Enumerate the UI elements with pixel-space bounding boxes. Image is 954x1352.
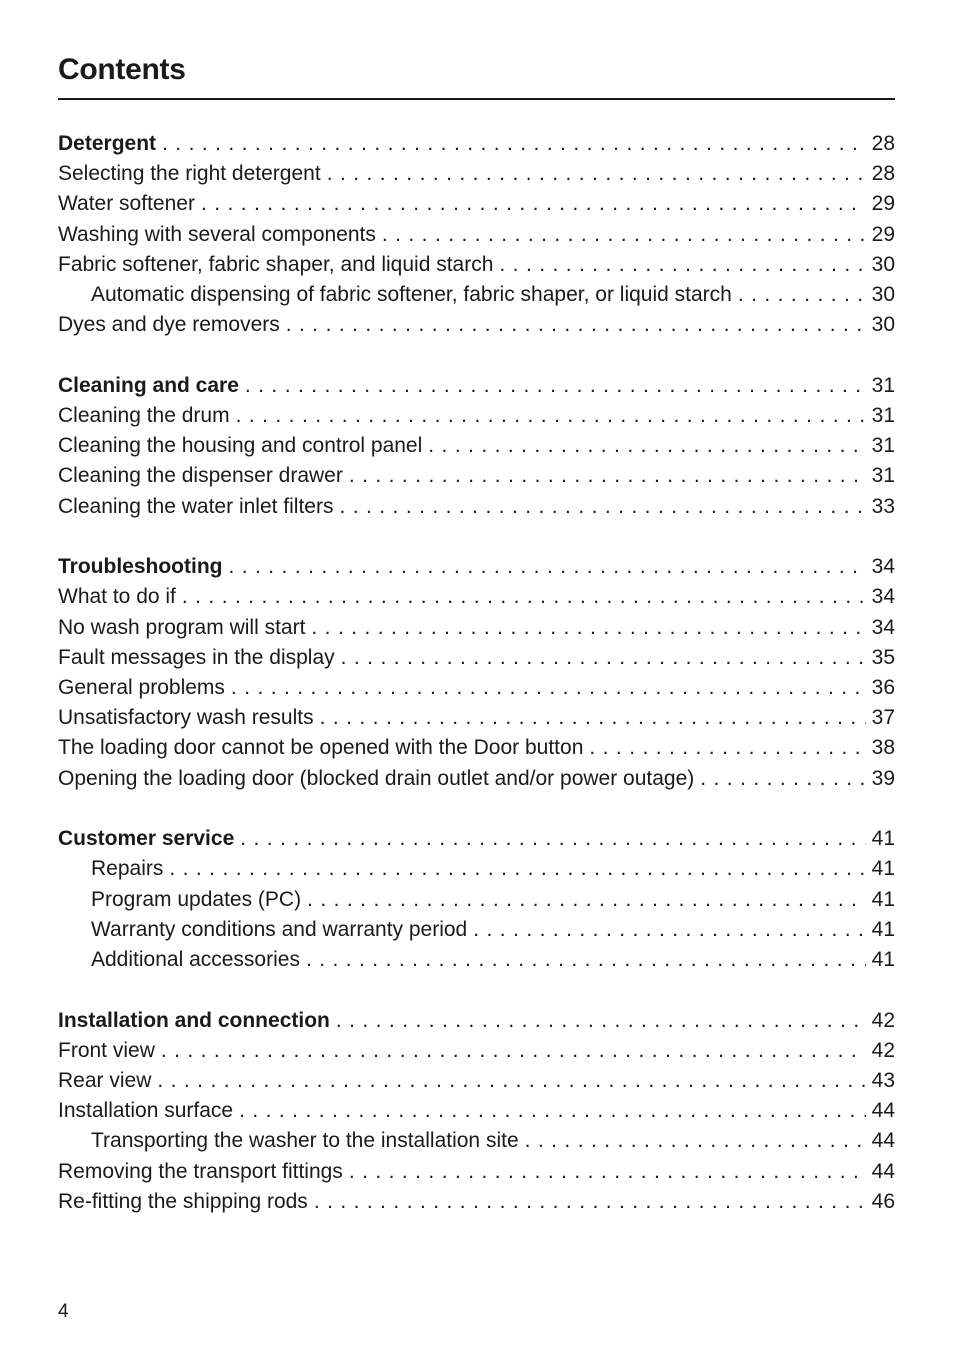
toc-entry[interactable] (58, 1096, 895, 1126)
toc-section (58, 129, 895, 340)
toc-entry-label: Repairs (91, 857, 164, 881)
toc-entry-label: Customer service (58, 827, 235, 851)
toc-entry-label: Detergent (58, 132, 157, 155)
toc-entry-page-number: 41 (871, 887, 895, 911)
title-divider (58, 98, 895, 100)
toc-entry-label: Installation and connection (58, 1008, 330, 1032)
toc-entry-page-number: 38 (871, 736, 895, 760)
toc-entry-page-number: 30 (871, 313, 895, 337)
dot-leader (589, 733, 865, 763)
toc-entry-label: Water softener (58, 192, 195, 216)
dot-leader (349, 461, 866, 491)
toc-entry-page-number: 31 (871, 404, 895, 427)
dot-leader (428, 431, 865, 461)
toc-entry-page-number: 36 (871, 676, 895, 699)
toc-entry-label: Front view (58, 1038, 155, 1062)
toc-entry-label: Rear view (58, 1069, 152, 1093)
toc-entry-page-number: 29 (871, 222, 895, 246)
toc-entry[interactable] (58, 643, 895, 673)
toc-entry[interactable] (58, 431, 895, 461)
toc-entry[interactable] (58, 189, 895, 219)
toc-entry[interactable] (58, 613, 895, 643)
dot-leader (327, 159, 866, 189)
toc-entry-label: No wash program will start (58, 615, 306, 639)
toc-entry-page-number: 41 (871, 948, 895, 971)
toc-entry[interactable] (58, 764, 895, 794)
toc-section-heading[interactable] (58, 1006, 895, 1036)
dot-leader (169, 854, 865, 884)
toc-entry-label: Transporting the washer to the installation site (91, 1129, 519, 1153)
table-of-contents (58, 129, 895, 1248)
dot-leader (499, 250, 865, 280)
toc-entry[interactable] (58, 250, 895, 280)
dot-leader (341, 643, 866, 673)
toc-entry-label: Fabric softener, fabric shaper, and liquid starch (58, 252, 494, 276)
dot-leader (286, 310, 866, 340)
toc-entry-label: What to do if (58, 585, 176, 609)
dot-leader (473, 915, 865, 945)
dot-leader (700, 764, 865, 794)
toc-subentry[interactable] (58, 945, 895, 975)
toc-entry[interactable] (58, 492, 895, 522)
toc-entry-page-number: 30 (871, 282, 895, 306)
toc-section-heading[interactable] (58, 552, 895, 582)
toc-entry[interactable] (58, 673, 895, 703)
toc-entry-label: Cleaning the drum (58, 404, 230, 427)
dot-leader (307, 885, 866, 915)
toc-entry-page-number: 34 (871, 555, 895, 579)
dot-leader (157, 1066, 865, 1096)
toc-entry-page-number: 42 (871, 1038, 895, 1062)
toc-entry-page-number: 28 (871, 162, 895, 186)
toc-entry-page-number: 41 (871, 827, 895, 851)
page-title: Contents (58, 53, 186, 86)
toc-section (58, 824, 895, 975)
toc-entry[interactable] (58, 1036, 895, 1066)
toc-entry-label: Program updates (PC) (91, 887, 302, 911)
toc-entry-label: Fault messages in the display (58, 645, 335, 669)
toc-entry-page-number: 31 (871, 373, 895, 397)
toc-entry-label: General problems (58, 676, 225, 699)
toc-entry[interactable] (58, 703, 895, 733)
toc-entry-page-number: 42 (871, 1008, 895, 1032)
toc-entry[interactable] (58, 1187, 895, 1217)
toc-entry[interactable] (58, 733, 895, 763)
toc-entry-label: Cleaning the water inlet filters (58, 494, 334, 518)
dot-leader (311, 613, 865, 643)
toc-entry-label: Cleaning and care (58, 373, 239, 397)
dot-leader (162, 129, 866, 159)
toc-entry-page-number: 34 (871, 615, 895, 639)
toc-entry-page-number: 41 (871, 917, 895, 941)
toc-entry[interactable] (58, 310, 895, 340)
dot-leader (231, 673, 866, 703)
toc-entry-page-number: 28 (871, 132, 895, 155)
toc-entry-page-number: 37 (871, 706, 895, 730)
toc-section (58, 1006, 895, 1217)
toc-entry-label: Removing the transport fittings (58, 1159, 343, 1183)
toc-entry-page-number: 34 (871, 585, 895, 609)
toc-entry[interactable] (58, 401, 895, 431)
toc-entry-page-number: 44 (871, 1129, 895, 1153)
toc-entry-page-number: 30 (871, 252, 895, 276)
toc-section-heading[interactable] (58, 129, 895, 159)
toc-entry-label: Installation surface (58, 1099, 234, 1123)
toc-subentry[interactable] (58, 915, 895, 945)
toc-subentry[interactable] (58, 854, 895, 884)
toc-entry-label: Re-fitting the shipping rods (58, 1189, 308, 1213)
toc-entry[interactable] (58, 1066, 895, 1096)
toc-section-heading[interactable] (58, 824, 895, 854)
toc-entry-page-number: 31 (871, 464, 895, 488)
toc-entry[interactable] (58, 461, 895, 491)
toc-entry-label: Cleaning the housing and control panel (58, 434, 423, 458)
toc-entry-label: Warranty conditions and warranty period (91, 917, 468, 941)
toc-entry-page-number: 31 (871, 434, 895, 458)
toc-entry-label: Cleaning the dispenser drawer (58, 464, 343, 488)
toc-entry-label: Selecting the right detergent (58, 162, 321, 186)
dot-leader (245, 371, 866, 401)
toc-entry-page-number: 39 (871, 766, 895, 790)
toc-entry-label: Automatic dispensing of fabric softener, fabric shaper, or liquid starch (91, 282, 732, 306)
toc-entry-label: The loading door cannot be opened with the Door button (58, 736, 584, 760)
toc-entry[interactable] (58, 582, 895, 612)
toc-entry[interactable] (58, 220, 895, 250)
toc-entry-page-number: 44 (871, 1159, 895, 1183)
toc-subentry[interactable] (58, 280, 895, 310)
dot-leader (320, 703, 866, 733)
toc-entry-label: Troubleshooting (58, 555, 223, 579)
toc-entry-label: Dyes and dye removers (58, 313, 280, 337)
toc-section (58, 552, 895, 794)
dot-leader (738, 280, 866, 310)
page-number: 4 (58, 1301, 69, 1322)
toc-entry-label: Washing with several components (58, 222, 376, 246)
dot-leader (182, 582, 866, 612)
toc-entry-page-number: 41 (871, 857, 895, 881)
dot-leader (239, 1096, 866, 1126)
dot-leader (339, 492, 865, 522)
toc-entry-page-number: 35 (871, 645, 895, 669)
dot-leader (382, 220, 866, 250)
toc-entry-label: Opening the loading door (blocked drain outlet and/or power outage) (58, 766, 695, 790)
toc-entry[interactable] (58, 159, 895, 189)
toc-entry-page-number: 33 (871, 494, 895, 518)
toc-entry[interactable] (58, 1157, 895, 1187)
toc-entry-page-number: 46 (871, 1189, 895, 1213)
dot-leader (314, 1187, 866, 1217)
toc-subentry[interactable] (58, 885, 895, 915)
dot-leader (336, 1006, 866, 1036)
toc-entry-page-number: 43 (871, 1069, 895, 1093)
dot-leader (525, 1126, 866, 1156)
dot-leader (306, 945, 866, 975)
toc-section-heading[interactable] (58, 371, 895, 401)
dot-leader (161, 1036, 866, 1066)
dot-leader (236, 401, 866, 431)
dot-leader (228, 552, 865, 582)
toc-subentry[interactable] (58, 1126, 895, 1156)
toc-entry-label: Additional accessories (91, 948, 300, 971)
toc-entry-page-number: 29 (871, 192, 895, 216)
toc-entry-label: Unsatisfactory wash results (58, 706, 314, 730)
dot-leader (349, 1157, 866, 1187)
toc-section (58, 371, 895, 522)
dot-leader (240, 824, 865, 854)
dot-leader (201, 189, 866, 219)
toc-entry-page-number: 44 (871, 1099, 895, 1123)
